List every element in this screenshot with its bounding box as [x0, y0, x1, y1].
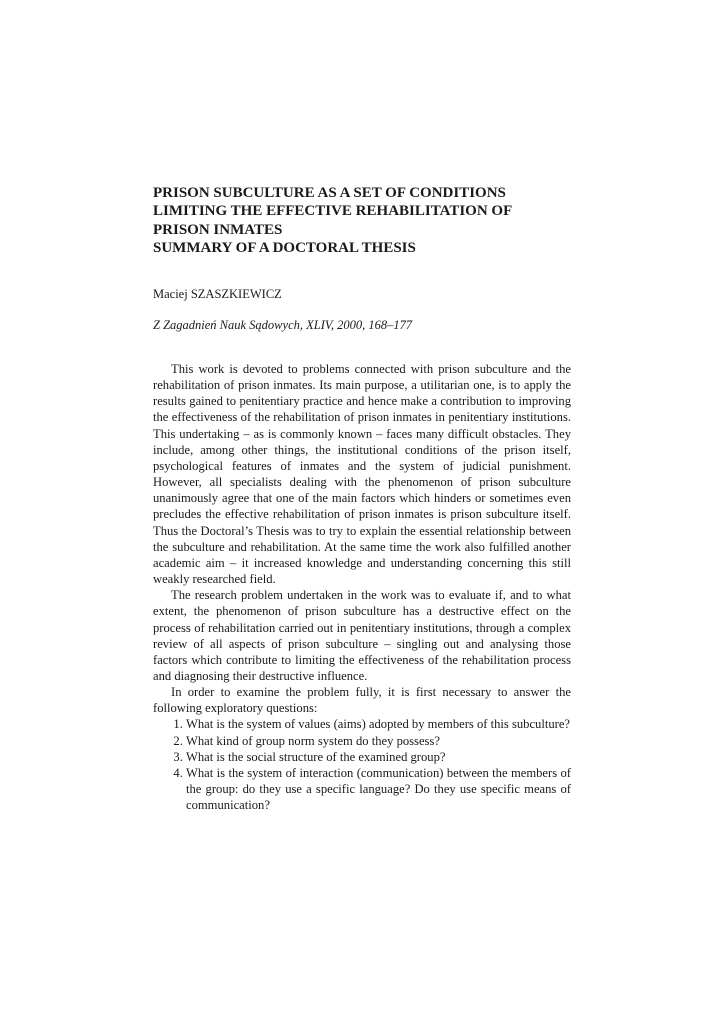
paper-title [153, 184, 583, 258]
citation: Z Zagadnień Nauk Sądowych, XLIV, 2000, 168–177 [153, 318, 413, 332]
paragraph: This work is devoted to problems connected with prison subculture and the rehabilitation of prison inmates. Its main purpose, a utilitarian one, is to apply the results gained to penitentiary practice and hence make a contribution to improving the effectiveness of the rehabilitation of prison inmates in penitentiary institutions. This undertaking – as is commonly known – faces many difficult obstacles. They include, among other things, the institutional conditions of the prison itself, psychological features of inmates and the system of judicial punishment. However, all specialists dealing with the phenomenon of prison subculture unanimously agree that one of the main factors which hinders or sometimes even precludes the effective rehabilitation of prison inmates is prison subculture itself. Thus the Doctoral’s Thesis was to try to explain the essential relationship between the subculture and rehabilitation. At the same time the work also fulfilled another academic aim – it increased knowledge and understanding concerning this still weakly researched field. [153, 362, 571, 587]
title-line: PRISON SUBCULTURE AS A SET OF CONDITIONS [153, 185, 506, 201]
title-line: SUMMARY OF A DOCTORAL THESIS [153, 240, 416, 257]
question-item: 4. What is the system of interaction (communication) between the members of the group: do they use a specific language? Do they use specific means of communication? [186, 765, 571, 813]
paragraph: In order to examine the problem fully, it is first necessary to answer the following exploratory questions: [153, 685, 571, 716]
author-name: Maciej SZASZKIEWICZ [153, 287, 282, 301]
title-line: LIMITING THE EFFECTIVE REHABILITATION OF [153, 203, 513, 220]
summary-body [153, 361, 571, 813]
question-item: 1. What is the system of values (aims) adopted by members of this subculture? [186, 716, 571, 732]
question-list [153, 716, 571, 813]
question-item: 2. What kind of group norm system do they possess? [186, 733, 571, 749]
title-line: PRISON INMATES [153, 221, 283, 238]
question-item: 3. What is the social structure of the examined group? [186, 749, 571, 765]
paragraph: The research problem undertaken in the work was to evaluate if, and to what extent, the phenomenon of prison subculture has a destructive effect on the process of rehabilitation carried out in penitentiary institutions, through a complex review of all aspects of prison subculture – singling out and analysing those factors which contribute to limiting the effectiveness of the rehabilitation process and diagnosing their destructive influence. [153, 588, 571, 683]
